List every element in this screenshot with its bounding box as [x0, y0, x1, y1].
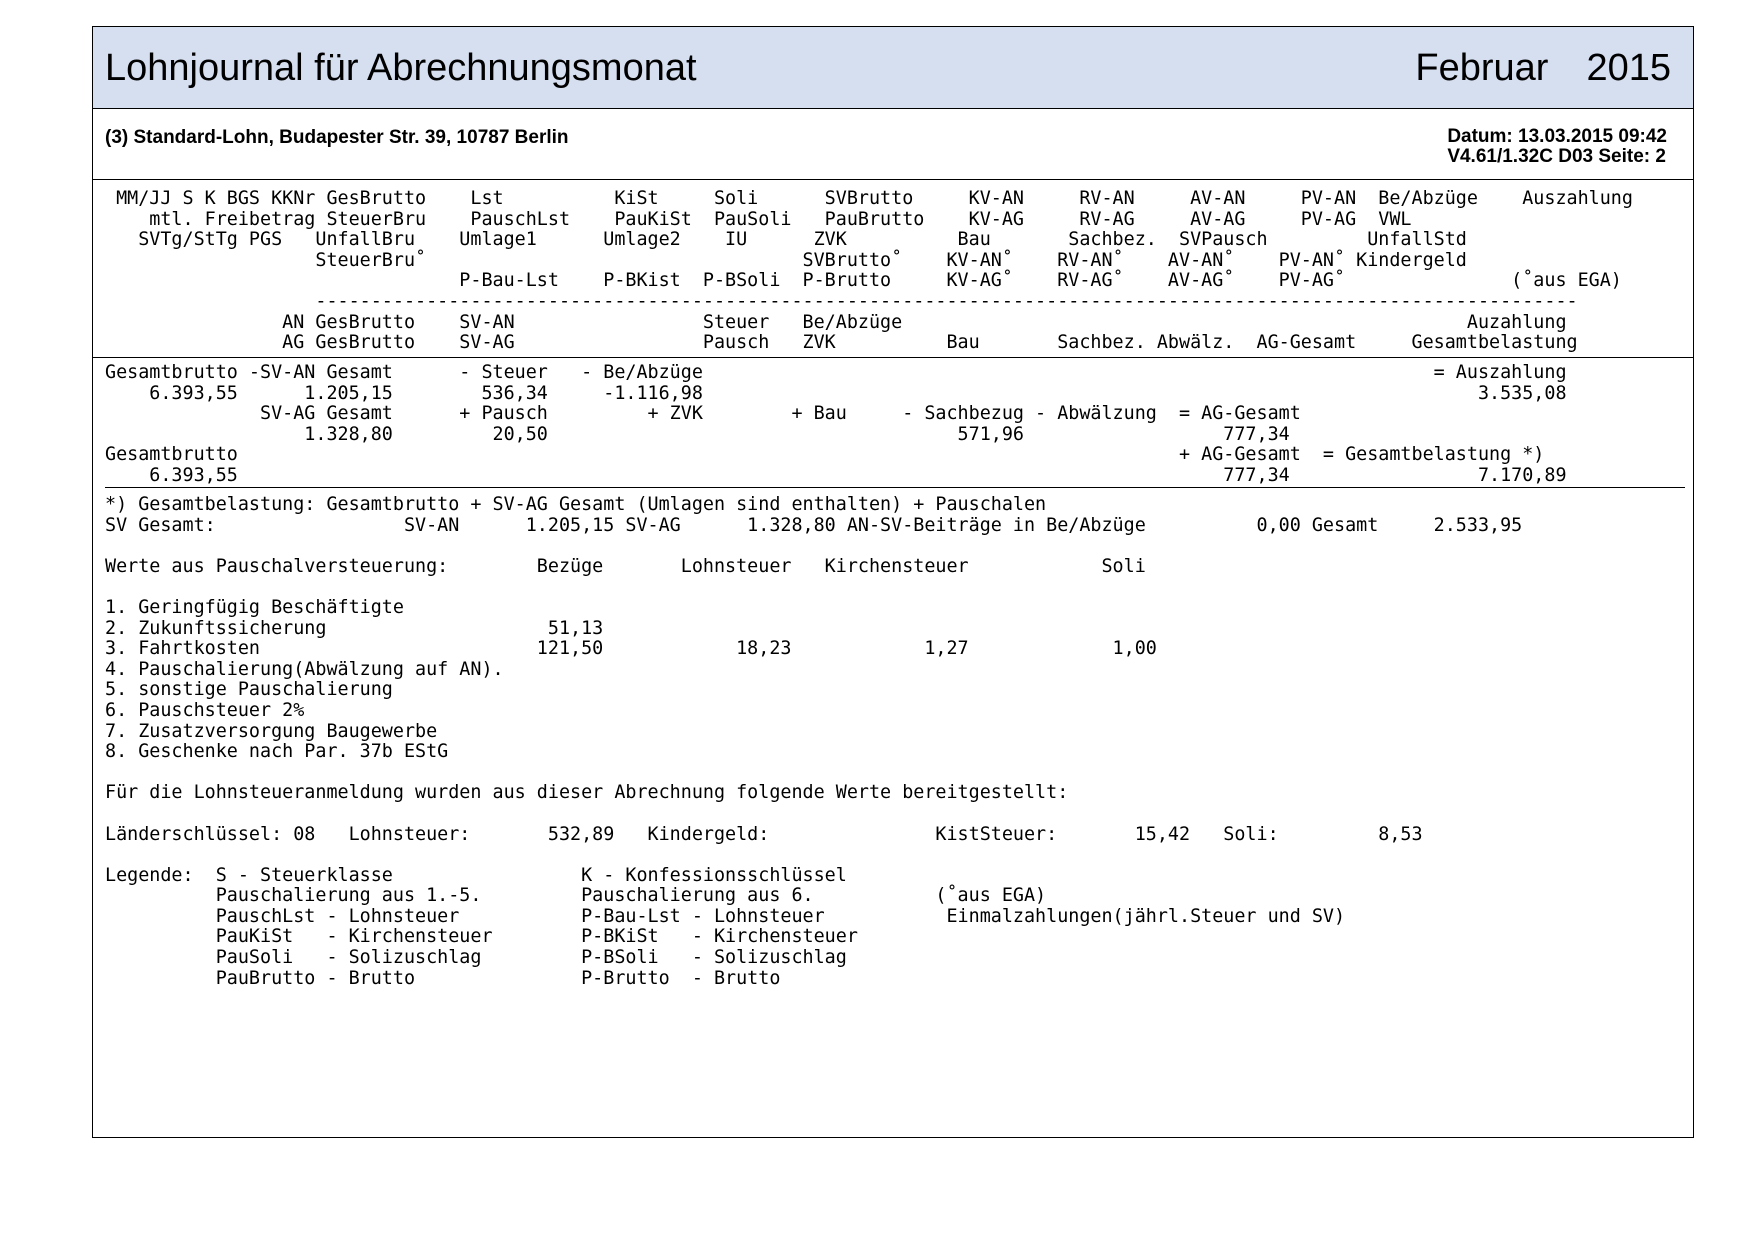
title-band [93, 27, 1693, 109]
column-header-block: MM/JJ S K BGS KKNr GesBrutto Lst KiSt Soli SVBrutto KV-AN RV-AN AV-AN PV-AN Be/Abzüge Auszahlung mtl. Freibetrag SteuerBru PauschLst PauKiSt PauSoli PauBrutto KV-AG RV-AG AV-AG PV-AG VWL SVTg/StTg PGS UnfallBru Umlage1 Umlage2 IU ZVK Bau Sachbez. SVPausch UnfallStd SteuerBru˚ SVBrutto˚ KV-AN˚ RV-AN˚ AV-AN˚ PV-AN˚ Kindergeld P-Bau-Lst P-BKist P-BSoli P-Brutto KV-AG˚ RV-AG˚ AV-AG˚ PV-AG˚ (˚aus EGA) ------------------------------------------------------------------------------------------------------------------ AN GesBrutto SV-AN Steuer Be/Abzüge Auzahlung AG GesBrutto SV-AG Pausch ZVK Bau Sachbez. Abwälz. AG-Gesamt Gesamtbelastung [116, 188, 1633, 354]
divider-top [93, 179, 1693, 180]
company-address: (3) Standard-Lohn, Budapester Str. 39, 10787 Berlin [105, 127, 569, 148]
detail-block: *) Gesamtbelastung: Gesamtbrutto + SV-AG Gesamt (Umlagen sind enthalten) + Pauschalen SV Gesamt: SV-AN 1.205,15 SV-AG 1.328,80 AN-SV-Beiträge in Be/Abzüge 0,00 Gesamt 2.533,95 Werte aus Pauschalversteuerung: Bezüge Lohnsteuer Kirchensteuer Soli 1. Geringfügig Beschäftigte 2. Zukunftssicherung 51,13 3. Fahrtkosten 121,50 18,23 1,27 1,00 4. Pauschalierung(Abwälzung auf AN). 5. sonstige Pauschalierung 6. Pauschsteuer 2% 7. Zusatzversorgung Baugewerbe 8. Geschenke nach Par. 37b EStG Für die Lohnsteueranmeldung wurden aus dieser Abrechnung folgende Werte bereitgestellt: Länderschlüssel: 08 Lohnsteuer: 532,89 Kindergeld: KistSteuer: 15,42 Soli: 8,53 Legende: S - Steuerklasse K - Konfessionsschlüssel Pauschalierung aus 1.-5. Pauschalierung aus 6. (˚aus EGA) PauschLst - Lohnsteuer P-Bau-Lst - Lohnsteuer Einmalzahlungen(jährl.Steuer und SV) PauKiSt - Kirchensteuer P-BKiSt - Kirchensteuer PauSoli - Solizuschlag P-BSoli - Solizuschlag PauBrutto - Brutto P-Brutto - Brutto [105, 494, 1523, 989]
summary-block: Gesamtbrutto -SV-AN Gesamt - Steuer - Be/Abzüge = Auszahlung 6.393,55 1.205,15 536,34 -1.116,98 3.535,08 SV-AG Gesamt + Pausch + ZVK + Bau - Sachbezug - Abwälzung = AG-Gesamt 1.328,80 20,50 571,96 777,34 Gesamtbrutto + AG-Gesamt = Gesamtbelastung *) 6.393,55 777,34 7.170,89 [105, 362, 1567, 486]
divider-summary [105, 487, 1685, 488]
divider-columns [93, 357, 1693, 358]
document-frame [92, 26, 1694, 1138]
page-title: Lohnjournal für Abrechnungsmonat [105, 47, 697, 89]
period-month: Februar [1415, 47, 1549, 89]
period-year: 2015 [1586, 47, 1671, 89]
version-page: V4.61/1.32C D03 Seite: 2 [1447, 146, 1666, 167]
period [1415, 47, 1671, 90]
print-date: Datum: 13.03.2015 09:42 [1447, 126, 1667, 147]
meta-info [1447, 127, 1667, 167]
